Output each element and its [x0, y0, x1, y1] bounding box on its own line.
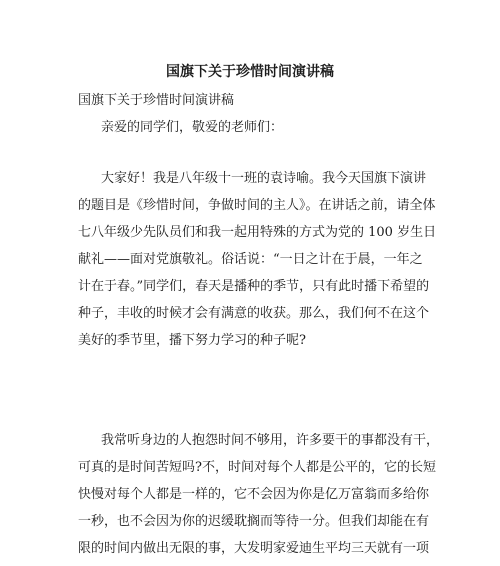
paragraph-line: 种子，丰收的时候才会有满意的收获。那么，我们何不在这个	[78, 306, 430, 321]
paragraph-line: 可真的是时间苦短吗?不，时间对每个人都是公平的，它的长短	[78, 460, 436, 475]
paragraph-line: 美好的季节里，播下努力学习的种子呢?	[78, 333, 306, 348]
speech-paragraph-2	[78, 427, 440, 562]
document-subtitle: 国旗下关于珍惜时间演讲稿	[78, 93, 235, 108]
document-title: 国旗下关于珍惜时间演讲稿	[166, 64, 334, 80]
paragraph-line: 限的时间内做出无限的事，大发明家爱迪生平均三天就有一项	[78, 541, 430, 556]
paragraph-line: 一秒，也不会因为你的迟缓耽搁而等待一分。但我们却能在有	[78, 514, 430, 529]
paragraph-line: 的题目是《珍惜时间，争做时间的主人》。在讲话之前，请全体	[78, 198, 436, 213]
paragraph-line: 计在于春。”同学们，春天是播种的季节，只有此时播下希望的	[78, 279, 430, 294]
paragraph-line: 快慢对每个人都是一样的，它不会因为你是亿万富翁而多给你	[78, 487, 430, 502]
greeting-line: 亲爱的同学们，敬爱的老师们：	[101, 120, 284, 135]
paragraph-line: 七八年级少先队员们和我一起用特殊的方式为党的 100 岁生日	[78, 225, 437, 240]
paragraph-line: 大家好！我是八年级十一班的袁诗喻。我今天国旗下演讲	[101, 171, 427, 186]
paragraph-line: 我常听身边的人抱怨时间不够用，许多要干的事都没有干，	[101, 433, 440, 448]
paragraph-line: 献礼——面对党旗敬礼。俗话说：“一日之计在于晨，一年之	[78, 252, 423, 267]
speech-paragraph-1	[78, 165, 437, 354]
